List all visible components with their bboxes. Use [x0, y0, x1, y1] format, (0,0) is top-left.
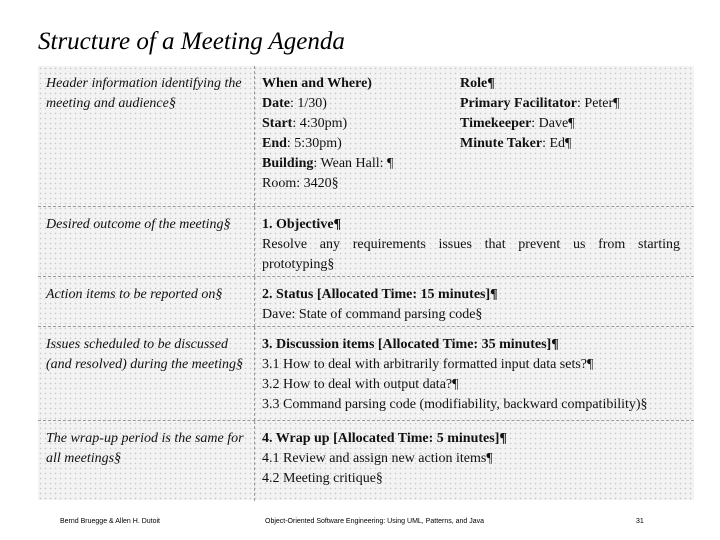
row-content	[262, 335, 680, 415]
primary-facilitator-line: Primary Facilitator: Peter¶	[460, 96, 620, 111]
minute-taker-line: Minute Taker: Ed¶	[460, 136, 572, 151]
roles-column	[460, 74, 620, 154]
row-content	[262, 285, 680, 325]
agenda-row-header-info	[38, 66, 694, 206]
row-description: Desired outcome of the meeting§	[46, 217, 231, 232]
row-description: Action items to be reported on§	[46, 287, 223, 302]
room-line: Room: 3420§	[262, 176, 339, 191]
status-item: Dave: State of command parsing code§	[262, 307, 483, 322]
page-number: 31	[636, 518, 644, 525]
agenda-row-wrap-up	[38, 420, 694, 501]
when-where-label: When and Where)	[262, 76, 372, 91]
agenda-row-status	[38, 276, 694, 327]
timekeeper-line: Timekeeper: Dave¶	[460, 116, 575, 131]
discussion-item: 3.2 How to deal with output data?¶	[262, 377, 459, 392]
date-line: Date: 1/30)	[262, 96, 327, 111]
objective-text: Resolve any requirements issues that prevent us from starting prototyping§	[262, 237, 680, 272]
building-line: Building: Wean Hall: ¶	[262, 156, 394, 171]
slide-title: Structure of a Meeting Agenda	[38, 28, 345, 55]
agenda-row-discussion	[38, 326, 694, 421]
column-divider	[254, 207, 255, 277]
column-divider	[254, 327, 255, 421]
discussion-item: 3.3 Command parsing code (modifiability, backward compatibility)§	[262, 397, 648, 412]
discussion-heading: 3. Discussion items [Allocated Time: 35 minutes]¶	[262, 337, 559, 352]
column-divider	[254, 421, 255, 501]
footer-authors: Bernd Bruegge & Allen H. Dutoit	[60, 518, 161, 525]
row-content	[262, 74, 680, 194]
column-divider	[254, 277, 255, 327]
end-line: End: 5:30pm)	[262, 136, 342, 151]
discussion-item: 3.1 How to deal with arbitrarily formatted input data sets?¶	[262, 357, 594, 372]
status-heading: 2. Status [Allocated Time: 15 minutes]¶	[262, 287, 498, 302]
start-line: Start: 4:30pm)	[262, 116, 348, 131]
wrap-up-heading: 4. Wrap up [Allocated Time: 5 minutes]¶	[262, 431, 507, 446]
wrap-up-item: 4.1 Review and assign new action items¶	[262, 451, 493, 466]
footer-book-title: Object-Oriented Software Engineering: Using UML, Patterns, and Java	[265, 518, 485, 525]
objective-heading: 1. Objective¶	[262, 217, 342, 232]
row-description: The wrap-up period is the same for all meetings§	[46, 431, 244, 466]
row-content	[262, 215, 680, 275]
row-description: Header information identifying the meeting and audience§	[46, 76, 242, 111]
agenda-document	[38, 66, 694, 500]
row-description: Issues scheduled to be discussed (and resolved) during the meeting§	[46, 337, 243, 372]
agenda-row-objective	[38, 206, 694, 277]
column-divider	[254, 66, 255, 206]
wrap-up-item: 4.2 Meeting critique§	[262, 471, 383, 486]
role-label: Role¶	[460, 76, 495, 91]
row-content	[262, 429, 680, 489]
